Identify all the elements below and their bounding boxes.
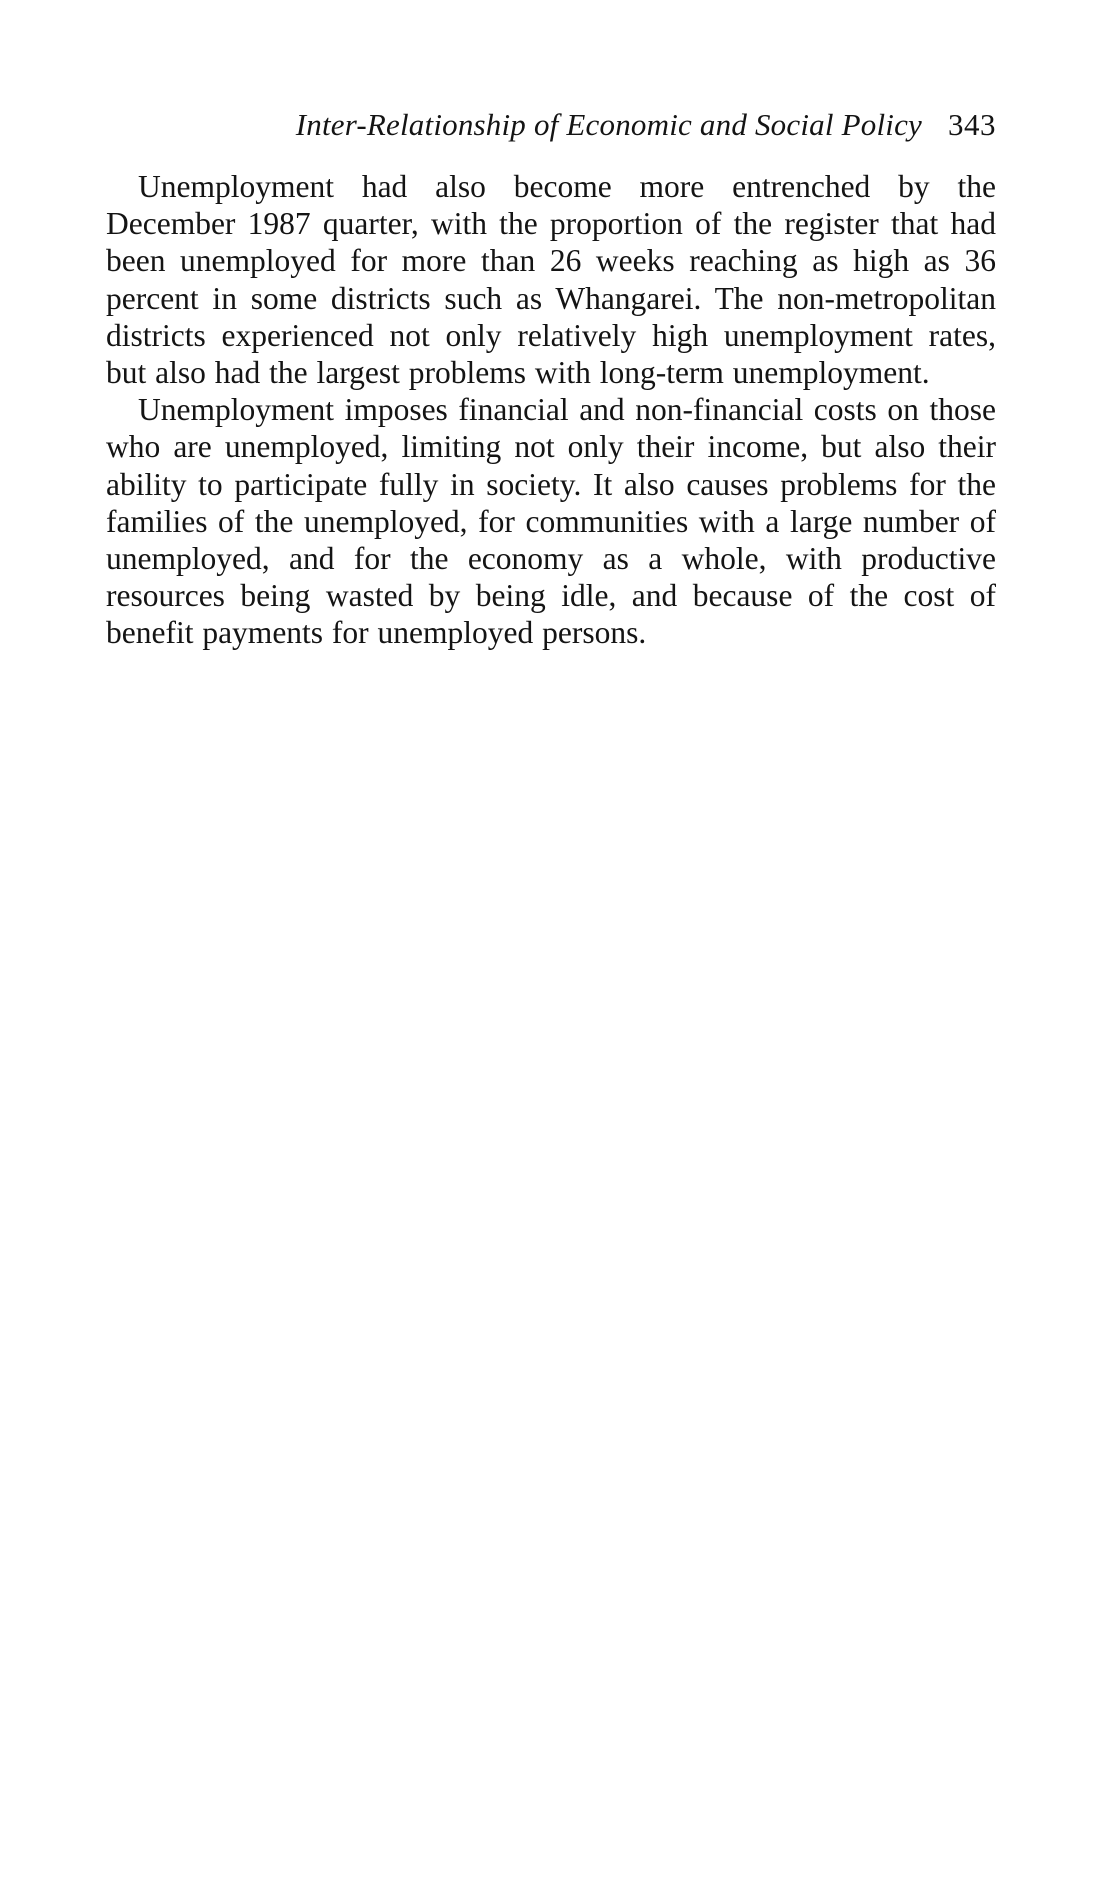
body-text: [106, 168, 996, 652]
running-title: Inter-Relationship of Economic and Social Policy: [295, 107, 922, 142]
page-number: 343: [948, 107, 996, 142]
paragraph-2: Unemployment imposes financial and non-financial costs on those who are unemployed, limiting not only their income, but also their ability to participate fully in society. It also causes problems for the families of the unemployed, for communities with a large number of unemployed, and for the economy as a whole, with productive resources being wasted by being idle, and because of the cost of benefit payments for unemployed persons.: [106, 392, 996, 651]
paragraph-1: Unemployment had also become more entrenched by the December 1987 quarter, with the proportion of the register that had been unemployed for more than 26 weeks reaching as high as 36 percent in some districts such as Whangarei. The non-metropolitan districts experienced not only relatively high unemployment rates, but also had the largest problems with long-term unemployment.: [106, 169, 996, 391]
running-head: [106, 105, 996, 145]
